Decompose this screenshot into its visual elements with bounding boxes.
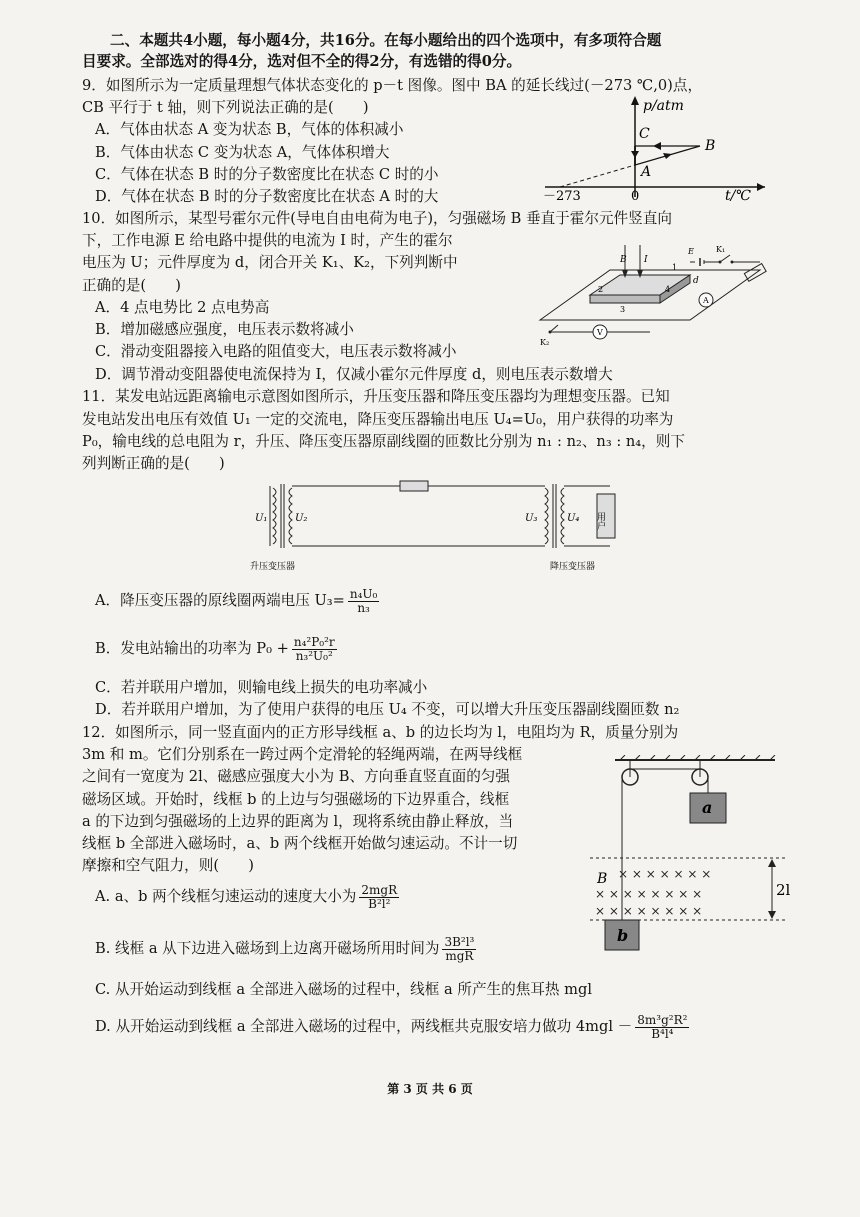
q12-option-d	[95, 1010, 692, 1044]
q12-option-b-numerator: 3B²l³	[444, 934, 475, 949]
q10-option-b: B．增加磁感应强度，电压表示数将减小	[95, 321, 354, 338]
q10-i-label: I	[644, 255, 648, 265]
q11-option-b-text: B．发电站输出的功率为 P₀ +	[95, 640, 289, 657]
q10-k1-label: K₁	[716, 245, 726, 254]
q12-stem-line2: 3m 和 m。它们分别系在一跨过两个定滑轮的轻绳两端，在两导线框	[82, 746, 523, 763]
q12-option-a-fraction	[359, 884, 399, 911]
q11-option-b-numerator: n₄²P₀²r	[293, 634, 335, 649]
q11-stem-line1: 11．某发电站远距离输电示意图如图所示，升压变压器和降压变压器均为理想变压器。已知	[82, 388, 670, 405]
q10-stem-line4: 正确的是( )	[82, 277, 181, 294]
q12-option-d-numerator: 8m³g²R²	[637, 1012, 688, 1027]
q12-stem-line5: a 的下边到匀强磁场的上边界的距离为 l，现将系统由静止释放，当	[82, 813, 514, 830]
q10-point-2: 2	[598, 285, 604, 294]
q11-option-b-fraction	[292, 636, 337, 663]
q9-option-c: C．气体在状态 B 时的分子数密度比在状态 C 时的小	[95, 166, 439, 183]
q12-option-a-denominator: B²l²	[368, 896, 391, 911]
q9-origin-label: 0	[631, 189, 640, 202]
page-footer: 第 3 页 共 6 页	[387, 1082, 473, 1096]
q12-frame-b-label: b	[617, 926, 629, 945]
q12-stem-line6: 线框 b 全部进入磁场时，a、b 两个线框开始做匀速运动。不计一切	[82, 835, 518, 852]
q9-point-b: B	[705, 138, 716, 154]
q11-u4-label: U₄	[567, 513, 580, 524]
q10-point-4: 4	[665, 285, 671, 294]
q12-option-b-denominator: mgR	[445, 948, 474, 963]
q10-stem-line3: 电压为 U；元件厚度为 d，闭合开关 K₁、K₂，下列判断中	[82, 254, 458, 271]
q12-option-c: C. 从开始运动到线框 a 全部进入磁场的过程中，线框 a 所产生的焦耳热 mgl	[95, 981, 592, 998]
q12-option-d-denominator: B⁴l⁴	[651, 1026, 674, 1041]
q11-stem-line3: P₀，输电线的总电阻为 r，升压、降压变压器原副线圈的匝数比分别为 n₁ : n₂、n₃ : n₄，则下	[82, 433, 685, 450]
q12-option-a-numerator: 2mgR	[361, 882, 398, 897]
q9-option-a: A．气体由状态 A 变为状态 B，气体的体积减小	[95, 121, 404, 138]
q10-d-label: d	[693, 276, 699, 286]
q9-stem-line2: CB 平行于 t 轴，则下列说法正确的是( )	[82, 99, 369, 116]
q10-option-d: D．调节滑动变阻器使电流保持为 I，仅减小霍尔元件厚度 d，则电压表示数增大	[95, 366, 613, 383]
q12-option-a-text: A. a、b 两个线框匀速运动的速度大小为	[95, 888, 357, 905]
q11-option-b-denominator: n₃²U₀²	[295, 648, 333, 663]
q11-option-c: C．若并联用户增加，则输电线上损失的电功率减小	[95, 679, 428, 696]
q12-option-d-text: D. 从开始运动到线框 a 全部进入磁场的过程中，两线框共克服安培力做功 4mgl －	[95, 1018, 633, 1035]
q9-option-d: D．气体在状态 B 时的分子数密度比在状态 A 时的大	[95, 188, 439, 205]
q10-stem-line2: 下，工作电源 E 给电路中提供的电流为 I 时，产生的霍尔	[82, 232, 453, 249]
q12-frame-a-label: a	[702, 798, 713, 817]
q12-stem-line4: 磁场区域。开始时，线框 b 的上边与匀强磁场的下边界重合，线框	[82, 791, 510, 808]
svg-text:× × × × × × × ×: × × × × × × × ×	[595, 887, 703, 901]
q10-option-c: C．滑动变阻器接入电路的阻值变大，电压表示数将减小	[95, 343, 457, 360]
q11-option-d: D．若并联用户增加，为了使用户获得的电压 U₄ 不变，可以增大升压变压器副线圈匝数 n₂	[95, 701, 680, 718]
q10-point-1: 1	[672, 263, 678, 272]
q12-option-b-fraction	[442, 936, 476, 963]
q12-option-a	[95, 880, 402, 914]
q11-user-label: 用户	[595, 512, 605, 530]
q12-width-label: 2l	[776, 881, 790, 899]
q11-u2-label: U₂	[295, 513, 308, 524]
q10-point-3: 3	[620, 305, 626, 314]
q11-option-a-fraction	[348, 588, 379, 615]
section-header-line2: 目要求。全部选对的得4分，选对但不全的得2分，有选错的得0分。	[82, 53, 522, 70]
q11-u1-label: U₁	[255, 513, 268, 524]
q9-tick-neg273: －273	[543, 189, 581, 202]
q12-field-label: B	[597, 871, 608, 887]
q11-transmission-diagram	[235, 476, 630, 576]
q12-stem-line1: 12．如图所示，同一竖直面内的正方形导线框 a、b 的边长均为 l，电阻均为 R，质量分别为	[82, 724, 679, 741]
section-header-line1: 二、本题共4小题，每小题4分，共16分。在每小题给出的四个选项中，有多项符合题	[110, 32, 662, 49]
q9-pt-graph	[535, 92, 775, 202]
q9-point-c: C	[639, 126, 650, 142]
q12-option-b	[95, 932, 479, 966]
q11-option-a-numerator: n₄U₀	[349, 586, 378, 601]
q10-stem-line1: 10．如图所示，某型号霍尔元件(导电自由电荷为电子)，匀强磁场 B 垂直于霍尔元件竖直向	[82, 210, 672, 227]
q11-option-b	[95, 634, 340, 664]
q10-ammeter-label: A	[703, 296, 709, 305]
q10-hall-circuit	[520, 240, 780, 355]
q9-stem-line1: 9．如图所示为一定质量理想气体状态变化的 p－t 图像。图中 BA 的延长线过(－273 ℃,0)点，	[82, 77, 703, 94]
q12-stem-line7: 摩擦和空气阻力，则( )	[82, 857, 254, 874]
q10-voltmeter-label: V	[597, 328, 603, 337]
svg-text:× × × × × × ×: × × × × × × ×	[618, 867, 712, 881]
q9-option-b: B．气体由状态 C 变为状态 A，气体体积增大	[95, 144, 390, 161]
q11-u3-label: U₃	[525, 513, 538, 524]
q10-k2-label: K₂	[540, 338, 550, 347]
q9-x-axis-label: t/℃	[725, 188, 752, 202]
q11-option-a-text: A．降压变压器的原线圈两端电压 U₃=	[95, 592, 345, 609]
svg-text:× × × × × × × ×: × × × × × × × ×	[595, 904, 703, 918]
q12-option-b-text: B. 线框 a 从下边进入磁场到上边离开磁场所用时间为	[95, 940, 440, 957]
q11-stem-line4: 列判断正确的是( )	[82, 455, 225, 472]
q11-option-a-denominator: n₃	[357, 600, 370, 615]
q9-y-axis-label: p/atm	[643, 98, 684, 114]
q10-b-label: B	[620, 255, 627, 265]
q9-point-a: A	[641, 164, 652, 180]
q11-stem-line2: 发电站发出电压有效值 U₁ 一定的交流电，降压变压器输出电压 U₄=U₀，用户获得的功率为	[82, 411, 674, 428]
q10-option-a: A．4 点电势比 2 点电势高	[95, 299, 270, 316]
q11-option-a	[95, 586, 382, 616]
q11-step-up-label: 升压变压器	[250, 562, 296, 572]
q10-e-label: E	[688, 247, 694, 256]
q12-frames-diagram	[590, 755, 790, 970]
q11-step-down-label: 降压变压器	[550, 562, 596, 572]
q12-option-d-fraction	[635, 1014, 689, 1041]
q12-stem-line3: 之间有一宽度为 2l、磁感应强度大小为 B、方向垂直竖直面的匀强	[82, 768, 510, 785]
